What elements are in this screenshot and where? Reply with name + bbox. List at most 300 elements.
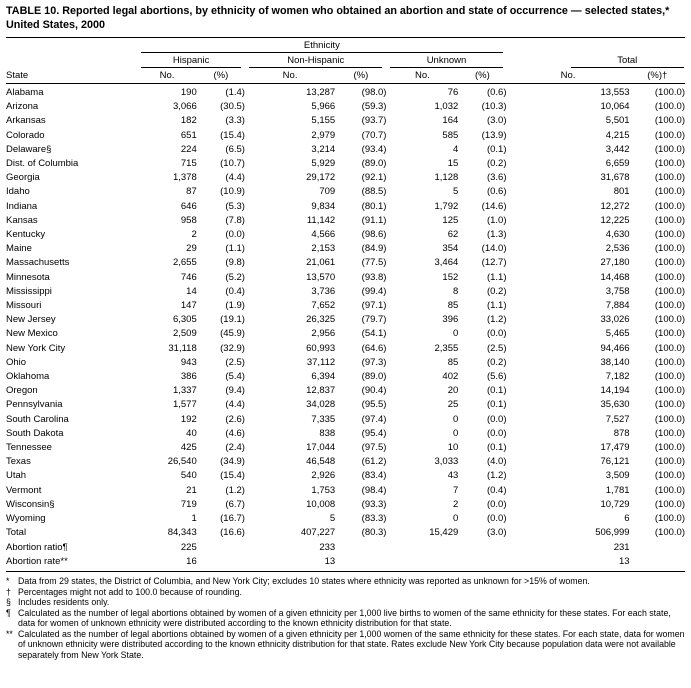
count-cell: 62 — [447, 229, 459, 241]
count-cell: 8 — [452, 285, 459, 297]
table-row — [6, 526, 685, 540]
percent-cell: (100.0) — [654, 513, 685, 525]
percent-cell: (100.0) — [654, 143, 685, 155]
state-cell: Utah — [6, 470, 27, 482]
abortions-by-ethnicity-table — [6, 37, 685, 572]
percent-cell: (5.4) — [225, 371, 245, 383]
state-cell: Minnesota — [6, 271, 50, 283]
percent-cell: (0.2) — [486, 158, 507, 170]
state-cell: Missouri — [6, 300, 42, 312]
count-cell: 407,227 — [300, 527, 336, 539]
percent-cell: (1.3) — [486, 229, 507, 241]
percent-cell: (100.0) — [654, 300, 685, 312]
table-row — [6, 200, 685, 214]
state-cell: Kentucky — [6, 229, 46, 241]
count-cell: 4,566 — [311, 229, 336, 241]
count-cell: 1,753 — [311, 484, 336, 496]
count-cell: 878 — [613, 427, 630, 439]
count-cell: 10 — [447, 442, 459, 454]
percent-cell: (1.2) — [486, 470, 507, 482]
table-row — [6, 84, 685, 101]
unknown-no-column-header: No. — [386, 68, 458, 84]
table-header — [6, 38, 685, 84]
table-body — [6, 84, 685, 572]
count-cell: 5,155 — [311, 115, 336, 127]
percent-cell: (89.0) — [361, 158, 387, 170]
percent-cell: (90.4) — [361, 385, 387, 397]
count-cell: 7 — [452, 484, 459, 496]
footnote-symbol: § — [6, 597, 11, 608]
percent-cell: (34.9) — [220, 456, 245, 468]
group-label-non-hispanic: Non-Hispanic — [249, 53, 383, 68]
state-cell: Abortion ratio¶ — [6, 541, 68, 553]
count-cell: 4,630 — [605, 229, 630, 241]
count-cell: 94,466 — [600, 342, 630, 354]
table-row — [6, 256, 685, 270]
percent-cell: (100.0) — [654, 356, 685, 368]
count-cell: 1,378 — [172, 172, 197, 184]
state-cell: Delaware§ — [6, 143, 52, 155]
ethnicity-header-row — [6, 38, 685, 54]
table-row — [6, 171, 685, 185]
percent-cell: (10.3) — [481, 101, 507, 113]
count-cell: 27,180 — [600, 257, 630, 269]
state-cell: Total — [6, 527, 27, 539]
count-cell: 1,032 — [434, 101, 459, 113]
percent-cell: (2.6) — [225, 413, 245, 425]
count-cell: 958 — [180, 214, 197, 226]
count-cell — [386, 555, 458, 572]
percent-cell: (100.0) — [654, 229, 685, 241]
table-row — [6, 413, 685, 427]
percent-cell: (97.3) — [361, 356, 387, 368]
percent-cell: (14.0) — [481, 243, 507, 255]
state-cell: Abortion rate** — [6, 555, 137, 572]
count-cell: 224 — [180, 143, 197, 155]
count-cell: 1,792 — [434, 200, 459, 212]
count-cell: 15 — [447, 158, 459, 170]
percent-cell: (0.1) — [486, 442, 507, 454]
count-cell: 540 — [180, 470, 197, 482]
count-cell: 43 — [447, 470, 459, 482]
count-cell: 14,194 — [600, 385, 630, 397]
count-cell: 4 — [452, 143, 459, 155]
state-cell: Mississippi — [6, 285, 52, 297]
percent-cell — [335, 555, 386, 572]
percent-cell: (32.9) — [220, 342, 245, 354]
count-cell: 7,884 — [605, 300, 630, 312]
count-cell: 233 — [319, 541, 336, 553]
table-row — [6, 313, 685, 327]
percent-cell — [630, 555, 685, 572]
count-cell: 3,066 — [172, 101, 197, 113]
percent-cell: (0.0) — [486, 413, 507, 425]
percent-cell: (100.0) — [654, 442, 685, 454]
table-row — [6, 356, 685, 370]
table-row — [6, 384, 685, 398]
table-row — [6, 484, 685, 498]
table-row — [6, 555, 685, 572]
percent-cell — [458, 541, 506, 555]
table-row — [6, 498, 685, 512]
percent-cell: (10.7) — [220, 158, 245, 170]
percent-cell: (0.1) — [486, 399, 507, 411]
percent-cell: (15.4) — [220, 470, 245, 482]
count-cell: 6,305 — [172, 314, 197, 326]
percent-cell: (97.4) — [361, 413, 387, 425]
count-cell: 12,272 — [600, 200, 630, 212]
percent-cell: (9.8) — [225, 257, 245, 269]
blank-header-cell — [6, 38, 137, 54]
percent-cell: (13.9) — [481, 129, 507, 141]
count-cell: 60,993 — [306, 342, 336, 354]
table-row — [6, 228, 685, 242]
footnote-symbol: ** — [6, 628, 13, 639]
count-cell: 3,442 — [605, 143, 630, 155]
unknown-pct-column-header: (%) — [458, 68, 506, 84]
blank-header-cell — [6, 53, 137, 68]
count-cell: 3,464 — [434, 257, 459, 269]
count-cell: 10,008 — [306, 498, 336, 510]
count-cell: 943 — [180, 356, 197, 368]
table-row — [6, 271, 685, 285]
footnote — [6, 587, 685, 598]
percent-cell: (83.4) — [361, 470, 387, 482]
table-row — [6, 427, 685, 441]
percent-cell: (98.4) — [361, 484, 387, 496]
count-cell: 651 — [180, 129, 197, 141]
percent-cell: (0.6) — [486, 186, 507, 198]
count-cell: 2,509 — [172, 328, 197, 340]
percent-cell: (100.0) — [654, 172, 685, 184]
hispanic-pct-column-header: (%) — [197, 68, 245, 84]
percent-cell: (16.6) — [220, 527, 245, 539]
count-cell: 21,061 — [306, 257, 336, 269]
count-cell: 38,140 — [600, 356, 630, 368]
count-cell: 17,044 — [306, 442, 336, 454]
percent-cell — [197, 555, 245, 572]
hispanic-no-column-header: No. — [137, 68, 196, 84]
count-cell: 5,929 — [311, 158, 336, 170]
count-cell: 85 — [447, 356, 459, 368]
percent-cell: (100.0) — [654, 200, 685, 212]
percent-cell — [630, 541, 685, 555]
percent-cell: (54.1) — [361, 328, 387, 340]
table-row — [6, 370, 685, 384]
percent-cell: (100.0) — [654, 158, 685, 170]
count-cell: 425 — [180, 442, 197, 454]
count-cell: 125 — [442, 214, 459, 226]
percent-cell: (98.6) — [361, 229, 387, 241]
percent-cell — [197, 541, 245, 555]
count-cell: 7,182 — [605, 371, 630, 383]
state-cell: Maine — [6, 243, 32, 255]
percent-cell: (1.1) — [486, 271, 507, 283]
count-cell: 506,999 — [595, 527, 630, 539]
percent-cell: (1.4) — [225, 87, 245, 98]
non-hispanic-no-column-header: No. — [245, 68, 335, 84]
table-row — [6, 285, 685, 299]
percent-cell: (100.0) — [654, 413, 685, 425]
footnotes — [6, 576, 685, 661]
total-pct-column-header: (%)† — [630, 68, 685, 84]
count-cell: 2,655 — [172, 257, 197, 269]
state-cell: Colorado — [6, 129, 45, 141]
count-cell: 12,837 — [306, 385, 336, 397]
percent-cell: (100.0) — [654, 498, 685, 510]
percent-cell: (80.3) — [361, 527, 387, 539]
count-cell: 10,064 — [600, 101, 630, 113]
count-cell: 164 — [442, 115, 459, 127]
percent-cell: (61.2) — [361, 456, 387, 468]
percent-cell: (16.7) — [220, 513, 245, 525]
percent-cell: (0.2) — [486, 356, 507, 368]
count-cell: 3,736 — [311, 285, 336, 297]
percent-cell: (93.7) — [361, 115, 387, 127]
percent-cell: (100.0) — [654, 271, 685, 283]
ethnicity-header-cell — [137, 38, 506, 54]
group-label-unknown: Unknown — [390, 53, 502, 68]
percent-cell: (0.4) — [225, 285, 245, 297]
table-row — [6, 455, 685, 469]
percent-cell: (0.4) — [486, 484, 507, 496]
table-row — [6, 469, 685, 483]
group-header-row — [6, 53, 685, 68]
count-cell: 3,214 — [311, 143, 336, 155]
count-cell: 190 — [180, 87, 197, 98]
count-cell: 182 — [180, 115, 197, 127]
state-cell: Oregon — [6, 385, 38, 397]
count-cell: 20 — [447, 385, 459, 397]
table-row — [6, 157, 685, 171]
state-cell: New York City — [6, 342, 66, 354]
table-row — [6, 129, 685, 143]
count-cell: 33,026 — [600, 314, 630, 326]
count-cell: 0 — [452, 427, 459, 439]
state-cell: Wisconsin§ — [6, 498, 55, 510]
state-cell: Arkansas — [6, 115, 46, 127]
count-cell: 402 — [442, 371, 459, 383]
percent-cell: (3.3) — [225, 115, 245, 127]
table-row — [6, 214, 685, 228]
percent-cell: (6.7) — [225, 498, 245, 510]
percent-cell: (100.0) — [654, 484, 685, 496]
count-cell: 25 — [447, 399, 459, 411]
table-row — [6, 185, 685, 199]
percent-cell: (4.6) — [225, 427, 245, 439]
footnote-text: Includes residents only. — [18, 597, 110, 608]
percent-cell: (14.6) — [481, 200, 507, 212]
percent-cell: (100.0) — [654, 371, 685, 383]
count-cell: 13,287 — [306, 87, 336, 98]
table-row — [6, 114, 685, 128]
count-cell: 14 — [186, 285, 197, 297]
count-cell: 2 — [452, 498, 459, 510]
state-cell: Massachusetts — [6, 257, 70, 269]
footnote — [6, 608, 685, 629]
percent-cell: (91.1) — [361, 214, 387, 226]
percent-cell: (100.0) — [654, 87, 685, 98]
table-row — [6, 100, 685, 114]
percent-cell: (0.0) — [486, 513, 507, 525]
percent-cell — [335, 541, 386, 555]
percent-cell: (92.1) — [361, 172, 387, 184]
percent-cell: (100.0) — [654, 243, 685, 255]
state-column-header: State — [6, 68, 137, 84]
count-cell: 21 — [186, 484, 197, 496]
percent-cell: (83.3) — [361, 513, 387, 525]
percent-cell: (93.8) — [361, 271, 387, 283]
count-cell: 16 — [137, 555, 196, 572]
percent-cell: (4.4) — [225, 399, 245, 411]
state-cell: Idaho — [6, 186, 30, 198]
count-cell: 3,509 — [605, 470, 630, 482]
count-cell: 5,465 — [605, 328, 630, 340]
footnote-symbol: † — [6, 586, 11, 597]
state-cell: Wyoming — [6, 513, 46, 525]
percent-cell: (89.0) — [361, 371, 387, 383]
state-cell: Vermont — [6, 484, 42, 496]
table-row — [6, 398, 685, 412]
total-no-column-header: No. — [507, 68, 630, 84]
count-cell: 13 — [507, 555, 630, 572]
count-cell: 31,678 — [600, 172, 630, 184]
state-cell: Dist. of Columbia — [6, 158, 79, 170]
count-cell: 5,966 — [311, 101, 336, 113]
percent-cell: (88.5) — [361, 186, 387, 198]
count-cell: 192 — [180, 413, 197, 425]
percent-cell: (64.6) — [361, 342, 387, 354]
percent-cell: (15.4) — [220, 129, 245, 141]
percent-cell: (12.7) — [481, 257, 507, 269]
count-cell: 14,468 — [600, 271, 630, 283]
percent-cell — [458, 555, 506, 572]
percent-cell: (0.2) — [486, 285, 507, 297]
percent-cell: (0.6) — [486, 87, 507, 98]
percent-cell: (1.1) — [486, 300, 507, 312]
table-row — [6, 242, 685, 256]
count-cell: 29,172 — [306, 172, 336, 184]
group-header-hispanic — [137, 53, 245, 68]
table-row — [6, 342, 685, 356]
count-cell: 838 — [319, 427, 336, 439]
percent-cell: (98.0) — [361, 87, 387, 98]
percent-cell: (70.7) — [361, 129, 387, 141]
count-cell: 12,225 — [600, 214, 630, 226]
count-cell: 0 — [452, 413, 459, 425]
count-cell: 87 — [186, 186, 197, 198]
count-cell: 13 — [245, 555, 335, 572]
count-cell: 1,781 — [605, 484, 630, 496]
percent-cell: (0.0) — [225, 229, 245, 241]
percent-cell: (1.2) — [225, 484, 245, 496]
percent-cell: (95.4) — [361, 427, 387, 439]
count-cell: 11,142 — [306, 214, 336, 226]
count-cell: 396 — [442, 314, 459, 326]
percent-cell: (100.0) — [654, 101, 685, 113]
count-cell: 3,033 — [434, 456, 459, 468]
percent-cell: (2.5) — [486, 342, 507, 354]
column-header-row — [6, 68, 685, 84]
count-cell: 26,540 — [167, 456, 197, 468]
count-cell: 84,343 — [167, 527, 197, 539]
count-cell: 1 — [191, 513, 197, 525]
state-cell: Oklahoma — [6, 371, 50, 383]
count-cell: 76,121 — [600, 456, 630, 468]
state-cell: Texas — [6, 456, 31, 468]
percent-cell: (97.1) — [361, 300, 387, 312]
percent-cell: (100.0) — [654, 285, 685, 297]
state-cell: New Mexico — [6, 328, 58, 340]
percent-cell: (5.2) — [225, 271, 245, 283]
count-cell: 2,926 — [311, 470, 336, 482]
count-cell: 6,659 — [605, 158, 630, 170]
count-cell — [386, 541, 458, 555]
count-cell: 147 — [180, 300, 197, 312]
report-table-page — [6, 5, 685, 661]
count-cell: 10,729 — [600, 498, 630, 510]
count-cell: 7,335 — [311, 413, 336, 425]
percent-cell: (1.2) — [486, 314, 507, 326]
group-header-non-hispanic — [245, 53, 387, 68]
footnote — [6, 576, 685, 587]
percent-cell: (6.5) — [225, 143, 245, 155]
percent-cell: (93.4) — [361, 143, 387, 155]
count-cell: 2,153 — [311, 243, 336, 255]
count-cell: 2,956 — [311, 328, 336, 340]
count-cell: 801 — [613, 186, 630, 198]
table-row — [6, 327, 685, 341]
count-cell: 386 — [180, 371, 197, 383]
percent-cell: (5.6) — [486, 371, 507, 383]
count-cell: 31,118 — [168, 342, 197, 354]
count-cell: 646 — [180, 200, 197, 212]
count-cell: 9,834 — [311, 200, 336, 212]
footnote-text: Calculated as the number of legal abortions obtained by women of a given ethnicity per 1,000 women of the same ethnicity for these states. For each state, data for women of unknown ethnicity were distributed according to the known ethnicity distribution for that state. Rates exclude New York City because population data were not available separately from New York State. — [18, 628, 685, 661]
count-cell: 719 — [180, 498, 197, 510]
state-cell: Alabama — [6, 87, 44, 98]
footnote-text: Calculated as the number of legal abortions obtained by women of a given ethnicity per 1,000 live births to women of the same ethnicity for these states. For each state, data for women of unknown ethnicity were distributed according to the known ethnicity distribution for that state. — [18, 607, 671, 629]
count-cell: 6 — [624, 513, 630, 525]
table-row — [6, 541, 685, 555]
group-header-total — [507, 53, 686, 68]
percent-cell: (97.5) — [361, 442, 387, 454]
percent-cell: (100.0) — [654, 129, 685, 141]
count-cell: 0 — [452, 328, 459, 340]
percent-cell: (0.1) — [486, 385, 507, 397]
count-cell: 34,028 — [306, 399, 336, 411]
percent-cell: (3.0) — [486, 115, 507, 127]
blank-header-cell — [507, 38, 686, 54]
count-cell: 1,577 — [172, 399, 197, 411]
percent-cell: (19.1) — [220, 314, 245, 326]
percent-cell: (7.8) — [225, 214, 245, 226]
count-cell: 35,630 — [600, 399, 630, 411]
percent-cell: (100.0) — [654, 527, 685, 539]
state-cell: Kansas — [6, 214, 38, 226]
group-label-total: Total — [571, 53, 685, 68]
percent-cell: (9.4) — [225, 385, 245, 397]
group-header-unknown — [386, 53, 506, 68]
table-row — [6, 512, 685, 526]
percent-cell: (79.7) — [361, 314, 387, 326]
count-cell: 76 — [447, 87, 459, 98]
count-cell: 709 — [319, 186, 336, 198]
footnote-text: Percentages might not add to 100.0 because of rounding. — [18, 586, 242, 597]
count-cell: 26,325 — [306, 314, 336, 326]
count-cell: 7,527 — [605, 413, 630, 425]
percent-cell: (30.5) — [220, 101, 245, 113]
